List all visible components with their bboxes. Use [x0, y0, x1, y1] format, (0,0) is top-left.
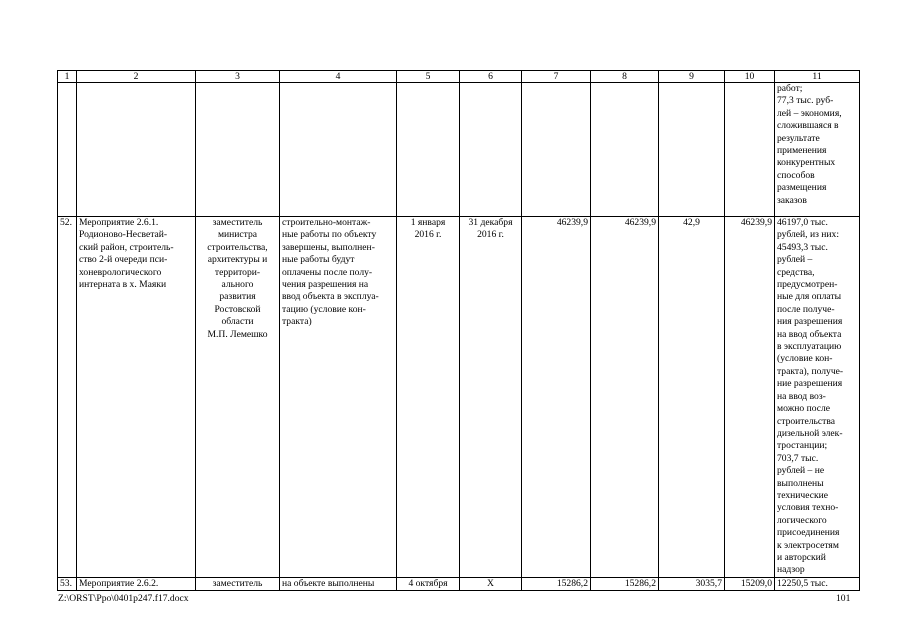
table-row-53	[58, 577, 860, 590]
value-col10: 15209,0	[725, 577, 775, 590]
table-row-52	[58, 217, 860, 578]
col-header: 1	[58, 71, 77, 83]
footer-file-path: Z:\ORST\Ppo\0401p247.f17.docx	[58, 593, 189, 604]
value-col8: 46239,9	[591, 217, 659, 578]
end-date: 31 декабря 2016 г.	[460, 217, 522, 578]
value-col10: 46239,9	[725, 217, 775, 578]
activity-name: Мероприятие 2.6.1. Родионово-Несветай- ский район, строитель- ство 2-й очереди пси- хоневрологического интерната в х. Маяки	[77, 217, 196, 578]
result-text: строительно-монтаж- ные работы по объекту завершены, выполнен- ные работы будут оплачены после полу- чения разрешения на ввод объекта в эксплуа- тацию (условие кон- тракта)	[280, 217, 397, 578]
value-col8: 15286,2	[591, 577, 659, 590]
end-date: Х	[460, 577, 522, 590]
value-col7: 46239,9	[522, 217, 591, 578]
result-text: на объекте выполнены	[280, 577, 397, 590]
col-header: 8	[591, 71, 659, 83]
col-header: 6	[460, 71, 522, 83]
remarks-cell: 46197,0 тыс. рублей, из них: 45493,3 тыс. рублей – средства, предусмотрен- ные для оплаты после получе- ния разрешения на ввод объекта в эксплуатацию (условие кон- тракта), получе- ние разрешения на ввод воз- можно после строительства дизельной элек- тростанции; 703,7 тыс. рублей – не выполнены технические условия техно- логического присоединения к электросетям и авторский надзор	[775, 217, 860, 578]
responsible-person: заместитель министра строительства, архитектуры и территори- ального развития Ростовской области М.П. Лемешко	[196, 217, 280, 578]
responsible-person: заместитель	[196, 577, 280, 590]
value-col9: 3035,7	[659, 577, 725, 590]
page-number: 101	[836, 593, 851, 604]
col-header: 11	[775, 71, 860, 83]
col-header: 7	[522, 71, 591, 83]
col-header: 2	[77, 71, 196, 83]
remarks-cell: работ; 77,3 тыс. руб- лей – экономия, сложившаяся в результате применения конкурентных способов размещения заказов	[775, 83, 860, 217]
table-row-continuation	[58, 83, 860, 217]
value-col7: 15286,2	[522, 577, 591, 590]
report-table	[57, 70, 860, 591]
col-header: 4	[280, 71, 397, 83]
value-col9: 42,9	[659, 217, 725, 578]
col-header: 3	[196, 71, 280, 83]
start-date: 1 января 2016 г.	[397, 217, 460, 578]
col-header: 5	[397, 71, 460, 83]
row-number: 52.	[58, 217, 77, 578]
col-header: 9	[659, 71, 725, 83]
activity-name: Мероприятие 2.6.2.	[77, 577, 196, 590]
col-header: 10	[725, 71, 775, 83]
header-row	[58, 71, 860, 83]
start-date: 4 октября	[397, 577, 460, 590]
remarks-cell: 12250,5 тыс.	[775, 577, 860, 590]
row-number: 53.	[58, 577, 77, 590]
